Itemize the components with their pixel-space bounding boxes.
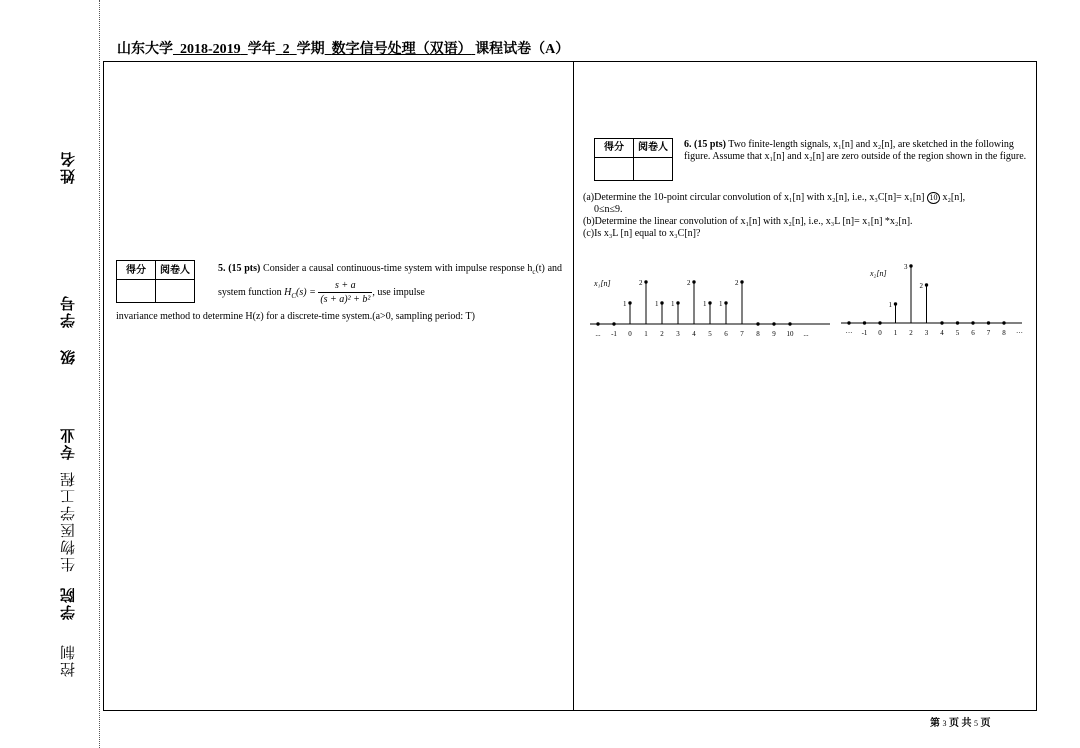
tick-label: 8 bbox=[756, 330, 760, 338]
university: 山东大学 bbox=[117, 42, 173, 57]
stem-point bbox=[925, 283, 928, 286]
stem-point bbox=[894, 302, 897, 305]
stem-point bbox=[909, 264, 912, 267]
value-label: 1 bbox=[655, 300, 659, 308]
tick-label: 4 bbox=[940, 329, 944, 337]
tick-label: 6 bbox=[724, 330, 728, 338]
score-table-q6 bbox=[594, 138, 673, 181]
q5-text: 5. (15 pts) Consider a causal continuous-time system with impulse response $h_c(t)$ and system function $H_C(s)$ = $\frac{s + a}{\text{(s + a)² + b²}}$ , use impulse bbox=[218, 263, 563, 305]
stem-point bbox=[756, 322, 759, 325]
value-label: 1 bbox=[719, 300, 723, 308]
stem-point bbox=[772, 322, 775, 325]
tick-label: 3 bbox=[676, 330, 680, 338]
value-label: 2 bbox=[687, 279, 691, 287]
stem-point bbox=[878, 321, 881, 324]
q6-part-a-range: 0≤n≤9. bbox=[594, 204, 623, 215]
tick-label: 3 bbox=[924, 329, 929, 337]
series-name: x₂[n] bbox=[870, 269, 887, 278]
value-label: 2 bbox=[735, 279, 739, 287]
tick-label: 7 bbox=[986, 329, 991, 337]
side-label-class: 级 bbox=[61, 348, 77, 365]
stem-point bbox=[724, 301, 727, 304]
series-name: x₁[n] bbox=[594, 279, 611, 288]
stem-point bbox=[956, 321, 959, 324]
page-footer: 第 3 页 共 5 页 bbox=[930, 718, 991, 729]
tick-label: 8 bbox=[1002, 329, 1006, 337]
tick-label: 5 bbox=[955, 329, 960, 337]
tick-label: ··· bbox=[845, 329, 853, 337]
q6-text: 6. (15 pts) Two finite-length signals, x₁[n] and x₂[n], are sketched in the following figure. Assume that x₁[n] and x₂[n] are zero outside of the region shown in the figure. bbox=[684, 139, 1027, 162]
stem-point bbox=[987, 321, 990, 324]
side-label-college: 学院 bbox=[61, 586, 77, 620]
tick-label: 0 bbox=[628, 330, 632, 338]
stem-point bbox=[847, 321, 850, 324]
course-name: 数字信号处理（双语） bbox=[331, 42, 472, 57]
stem-point bbox=[788, 322, 791, 325]
tick-label: -1 bbox=[861, 329, 868, 337]
stem-point bbox=[971, 321, 974, 324]
tick-label: 4 bbox=[692, 330, 696, 338]
tick-label: 5 bbox=[708, 330, 712, 338]
tick-label: ··· bbox=[1016, 329, 1023, 337]
q6-part-c: (c)Is x₃L [n] equal to x₃C[n]? bbox=[583, 228, 701, 239]
school-year: 2018-2019 bbox=[180, 42, 241, 57]
stem-point bbox=[612, 322, 615, 325]
stem-point bbox=[940, 321, 943, 324]
stem-point bbox=[708, 301, 711, 304]
score-cell[interactable] bbox=[595, 158, 634, 181]
tick-label: 1 bbox=[893, 329, 898, 337]
year-label: 学年 bbox=[247, 42, 276, 57]
grader-cell[interactable] bbox=[634, 158, 673, 181]
value-label: 1 bbox=[703, 300, 707, 308]
tick-label: -1 bbox=[611, 330, 617, 338]
value-label: 1 bbox=[888, 301, 892, 309]
tick-label: 1 bbox=[644, 330, 648, 338]
score-header: 得分 bbox=[117, 261, 156, 280]
q5-tail: invariance method to determine H(z) for a discrete-time system.(a>0, sampling period: T) bbox=[116, 311, 475, 322]
stem-point bbox=[660, 301, 663, 304]
tick-label: 10 bbox=[786, 330, 794, 338]
value-label: 2 bbox=[639, 279, 643, 287]
stem-point bbox=[863, 321, 866, 324]
score-header: 得分 bbox=[595, 139, 634, 158]
tick-label: 7 bbox=[740, 330, 744, 338]
binding-line bbox=[99, 0, 100, 748]
value-label: 1 bbox=[671, 300, 675, 308]
header-suffix: 课程试卷（A） bbox=[475, 42, 570, 57]
x2-stem-plot bbox=[838, 256, 1030, 348]
value-label: 1 bbox=[623, 300, 627, 308]
side-value-college: 控制 bbox=[61, 643, 77, 677]
stem-point bbox=[628, 301, 631, 304]
term-label: 学期 bbox=[296, 42, 325, 57]
side-value-major: 生物医学工程 bbox=[61, 470, 77, 572]
tick-label: 0 bbox=[878, 329, 882, 337]
grader-header: 阅卷人 bbox=[156, 261, 195, 280]
stem-point bbox=[740, 280, 743, 283]
grader-header: 阅卷人 bbox=[634, 139, 673, 158]
tick-label: ... bbox=[803, 330, 809, 338]
q6-parts bbox=[583, 192, 1033, 240]
q6-part-a: (a)Determine the 10-point circular convolution of x₁[n] with x₂[n], i.e., x₃C[n]= x₁[n] 10 x₂[n], bbox=[583, 192, 966, 203]
grader-cell[interactable] bbox=[156, 280, 195, 303]
value-label: 3 bbox=[904, 263, 908, 271]
value-label: 2 bbox=[919, 282, 923, 290]
stem-point bbox=[676, 301, 679, 304]
score-cell[interactable] bbox=[117, 280, 156, 303]
q6-part-b: (b)Determine the linear convolution of x₁[n] with x₂[n], i.e., x₃L [n]= x₁[n] *x₂[n]. bbox=[583, 216, 913, 227]
tick-label: 6 bbox=[971, 329, 975, 337]
exam-header bbox=[117, 38, 569, 58]
tick-label: 2 bbox=[909, 329, 913, 337]
stem-point bbox=[644, 280, 647, 283]
score-table-q5 bbox=[116, 260, 195, 303]
side-label-name: 姓名 bbox=[61, 150, 77, 184]
term: 2 bbox=[282, 42, 290, 57]
q5-fraction: $\frac{s + a}{\text{(s + a)² + b²}}$ bbox=[320, 280, 371, 305]
side-label-student-no: 学号 bbox=[61, 294, 77, 328]
circular-conv-symbol: 10 bbox=[927, 192, 940, 204]
stem-point bbox=[692, 280, 695, 283]
column-divider bbox=[573, 61, 574, 711]
x1-stem-plot bbox=[586, 262, 836, 348]
tick-label: ... bbox=[595, 330, 601, 338]
stem-point bbox=[596, 322, 599, 325]
stem-point bbox=[1002, 321, 1005, 324]
tick-label: 9 bbox=[772, 330, 776, 338]
tick-label: 2 bbox=[660, 330, 664, 338]
side-label-major: 专业 bbox=[61, 426, 77, 460]
